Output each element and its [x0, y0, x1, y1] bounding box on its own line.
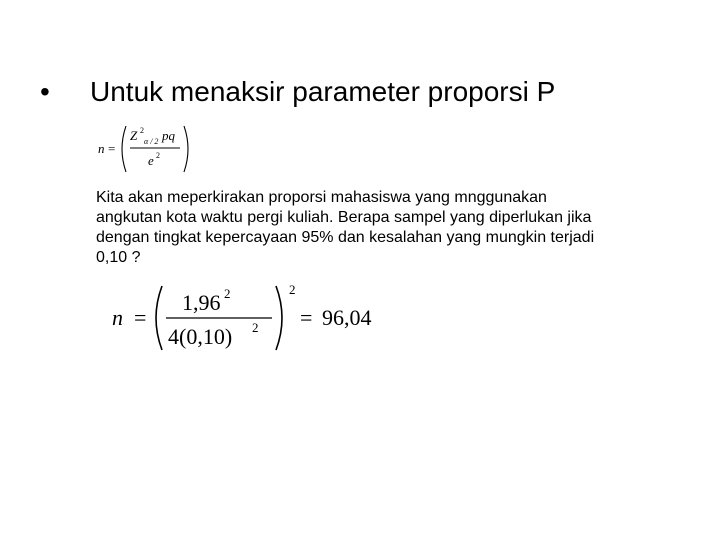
worked-denominator-sup: 2	[252, 320, 259, 335]
worked-numerator-sup: 2	[224, 286, 231, 301]
worked-left-paren	[156, 286, 162, 350]
bullet-marker: •	[40, 76, 50, 107]
right-paren	[184, 126, 188, 172]
worked-calculation-svg	[110, 282, 390, 356]
worked-equals-2: =	[300, 305, 313, 330]
worked-lhs: n	[112, 305, 123, 330]
worked-denominator: 4(0,10)	[168, 324, 233, 349]
worked-numerator: 1,96	[182, 290, 221, 315]
formula-e-sup: 2	[156, 151, 160, 160]
sample-size-formula	[96, 120, 206, 180]
formula-z-sub: α / 2	[144, 137, 159, 146]
formula-e: e	[148, 153, 154, 168]
worked-right-paren	[276, 286, 282, 350]
worked-outer-sup: 2	[289, 282, 296, 297]
formula-equals: =	[108, 141, 116, 156]
formula-z-sup: 2	[140, 126, 144, 135]
paragraph-line: angkutan kota waktu pergi kuliah. Berapa sampel yang diperlukan jika	[96, 209, 592, 226]
left-paren	[122, 126, 126, 172]
heading-row	[40, 72, 700, 112]
problem-statement	[96, 188, 686, 268]
formula-lhs: n	[98, 141, 105, 156]
sample-size-formula-svg	[96, 120, 206, 180]
paragraph-line: Kita akan meperkirakan proporsi mahasiswa yang mnggunakan	[96, 189, 547, 206]
formula-z: Z	[130, 128, 138, 143]
paragraph-line: 0,10 ?	[96, 249, 141, 266]
worked-result: 96,04	[322, 305, 372, 330]
worked-equals: =	[134, 305, 147, 330]
worked-calculation	[110, 282, 390, 356]
formula-pq: pq	[162, 128, 175, 143]
slide-heading: Untuk menaksir parameter proporsi P	[90, 76, 556, 107]
paragraph-line: dengan tingkat kepercayaan 95% dan kesalahan yang mungkin terjadi	[96, 229, 595, 246]
